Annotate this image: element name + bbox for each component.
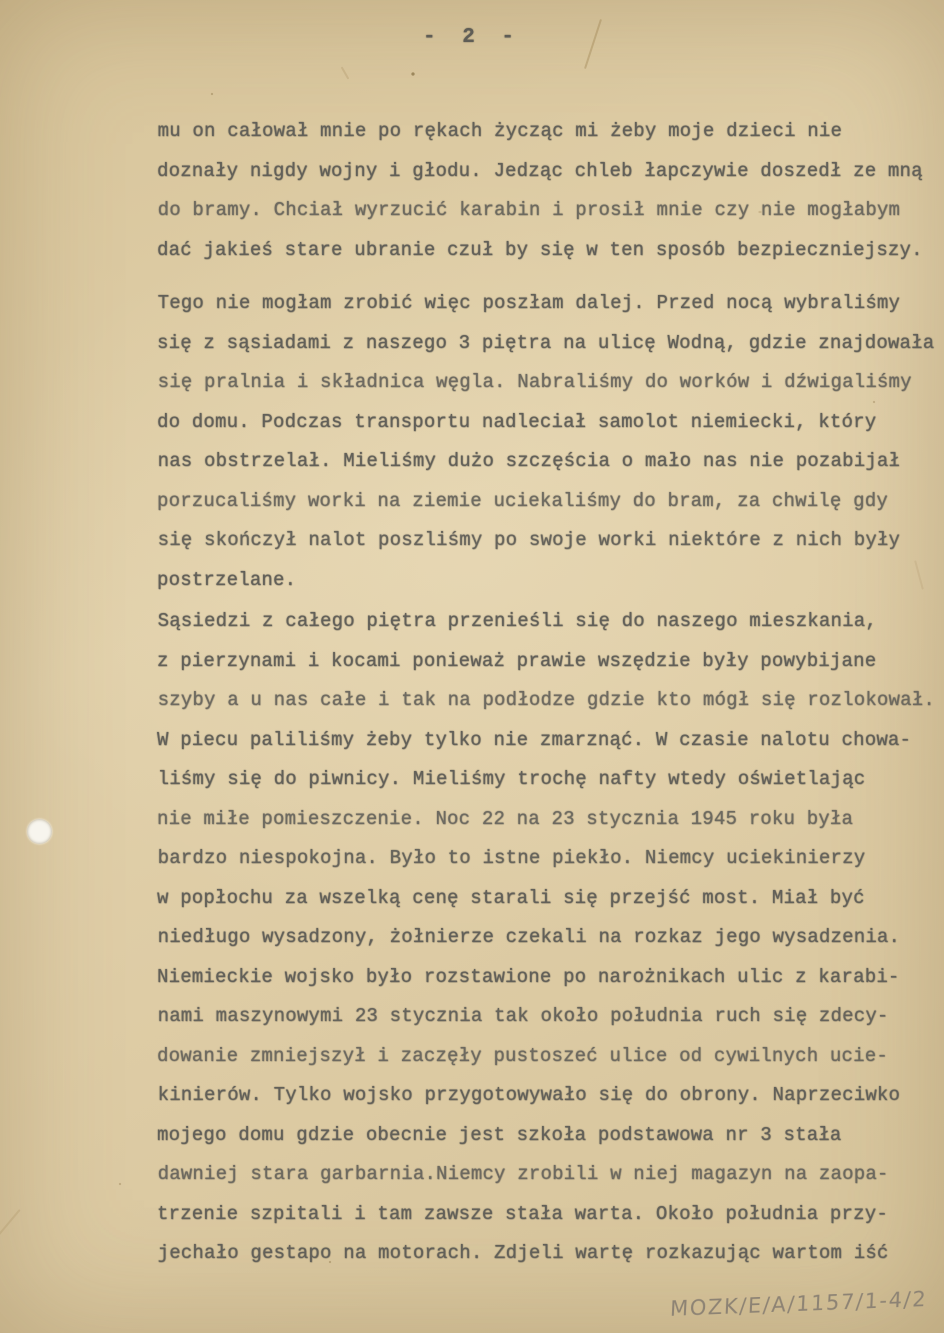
text-line: mu on całował mnie po rękach życząc mi żeby moje dzieci nie — [157, 120, 843, 142]
text-line: jechało gestapo na motorach. Zdjeli wartę rozkazując wartom iść — [157, 1242, 889, 1264]
text-line: dać jakieś stare ubranie czuł by się w ten sposób bezpieczniejszy. — [157, 238, 923, 261]
text-line: w popłochu za wszelką cenę starali się przejść most. Miał być — [157, 886, 865, 909]
text-paragraph — [157, 112, 944, 270]
document-text — [157, 112, 944, 1274]
text-line: bardzo niespokojna. Było to istne piekło. Niemcy uciekinierzy — [157, 847, 866, 869]
punch-hole — [27, 819, 52, 844]
text-line: z pierzynami i kocami ponieważ prawie wszędzie były powybijane — [157, 649, 877, 672]
text-line: W piecu paliliśmy żeby tylko nie zmarznąć. W czasie nalotu chowa- — [157, 728, 912, 751]
text-line: doznały nigdy wojny i głodu. Jedząc chleb łapczywie doszedł ze mną — [157, 159, 923, 182]
archive-reference: MOZK/E/A/1157/1-4/2 — [669, 1287, 928, 1321]
text-line: postrzelane. — [157, 568, 297, 591]
text-line: się z sąsiadami z naszego 3 piętra na ulicę Wodną, gdzie znajdowała — [157, 331, 935, 354]
paper-fiber — [341, 66, 350, 79]
text-line: dawniej stara garbarnia.Niemcy zrobili w niej magazyn na zaopa- — [157, 1163, 889, 1185]
text-line: niedługo wysadzony, żołnierze czekali na rozkaz jego wysadzenia. — [157, 926, 901, 948]
text-line: do bramy. Chciał wyrzucić karabin i prosił mnie czy nie mogłabym — [157, 199, 901, 221]
text-line: kinierów. Tylko wojsko przygotowywało się do obrony. Naprzeciwko — [157, 1084, 901, 1106]
text-line: Niemieckie wojsko było rozstawione po narożnikach ulic z karabi- — [157, 965, 900, 988]
text-line: Sąsiedzi z całego piętra przenieśli się do naszego mieszkania, — [157, 610, 877, 632]
text-line: trzenie szpitali i tam zawsze stała warta. Około południa przy- — [157, 1202, 888, 1225]
text-line: porzucaliśmy worki na ziemie uciekaliśmy do bram, za chwilę gdy — [157, 489, 888, 512]
text-line: nami maszynowymi 23 stycznia tak około południa ruch się zdecy- — [157, 1005, 889, 1027]
text-line: się pralnia i składnica węgla. Nabraliśmy do worków i dźwigaliśmy — [157, 371, 912, 393]
text-line: mojego domu gdzie obecnie jest szkoła podstawowa nr 3 stała — [157, 1123, 842, 1146]
text-line: do domu. Podczas transportu nadleciał samolot niemiecki, który — [157, 410, 877, 433]
text-line: liśmy się do piwnicy. Mieliśmy trochę nafty wtedy oświetlając — [157, 768, 866, 790]
text-line: się skończył nalot poszliśmy po swoje worki niektóre z nich były — [157, 529, 901, 551]
text-line: Tego nie mogłam zrobić więc poszłam dalej. Przed nocą wybraliśmy — [157, 292, 901, 314]
page-number: - 2 - — [422, 26, 521, 49]
text-line: szyby a u nas całe i tak na podłodze gdzie kto mógł się rozlokował. — [157, 689, 935, 711]
text-line: nie miłe pomieszczenie. Noc 22 na 23 stycznia 1945 roku była — [157, 807, 854, 830]
paper-fiber — [0, 1209, 21, 1241]
text-paragraph — [157, 284, 944, 600]
text-paragraph — [157, 602, 944, 1274]
text-line: dowanie zmniejszył i zaczęły pustoszeć ulice od cywilnych ucie- — [157, 1044, 888, 1067]
text-line: nas obstrzelał. Mieliśmy dużo szczęścia o mało nas nie pozabijał — [157, 450, 901, 472]
